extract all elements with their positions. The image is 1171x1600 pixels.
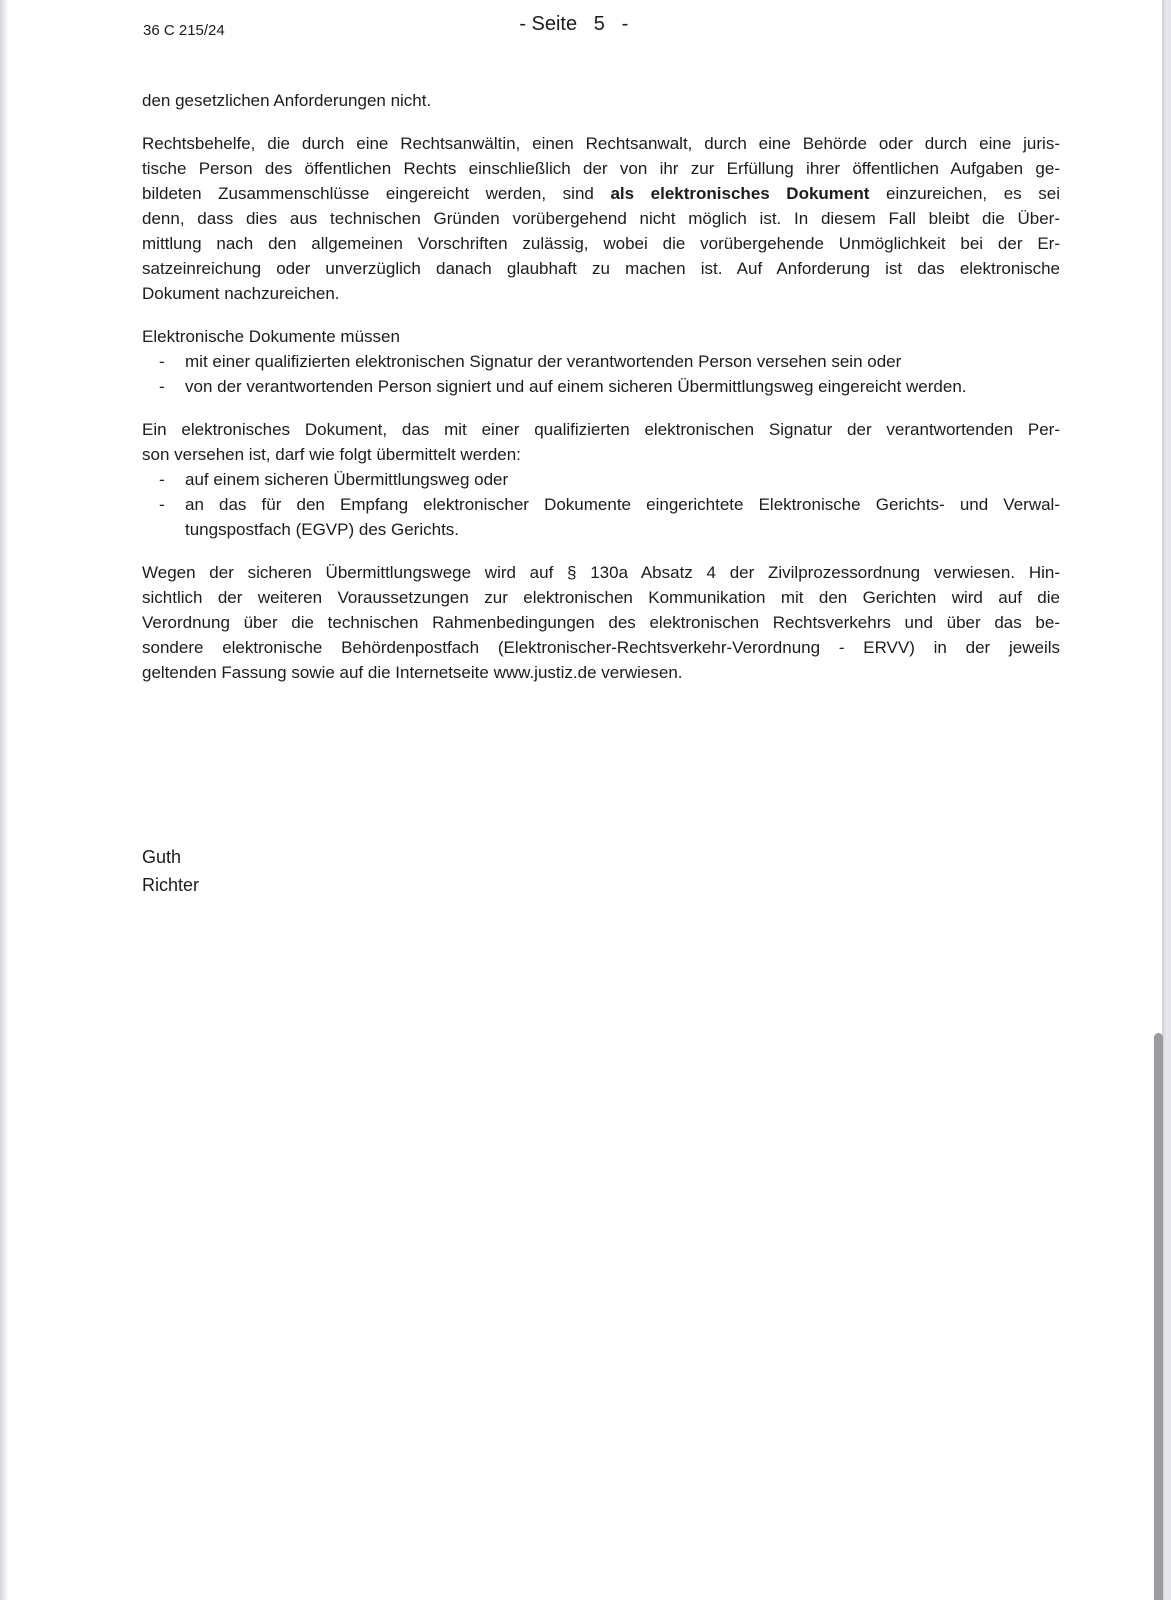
paragraph-line: tische Person des öffentlichen Rechts einschließlich der von ihr zur Erfüllung ihrer öffentlichen Aufgaben ge- [142,159,1060,178]
bullet-text [185,349,1060,374]
document-body [142,0,1060,685]
scrollbar-thumb[interactable] [1154,1033,1163,1600]
bullet-list [142,467,1060,542]
bullet-line: tungspostfach (EGVP) des Gerichts. [185,520,460,539]
bullet-line: mit einer qualifizierten elektronischen Signatur der verantwortenden Person versehen sein oder [185,352,902,371]
paragraph-line: Rechtsbehelfe, die durch eine Rechtsanwältin, einen Rechtsanwalt, durch eine Behörde oder durch eine juris- [142,134,1060,153]
page-number-label: - Seite 5 - [519,13,629,35]
paragraph-line: denn, dass dies aus technischen Gründen vorübergehend nicht möglich ist. In diesem Fall bleibt die Über- [142,209,1060,228]
paragraph [142,131,1060,306]
signature-block [142,843,199,899]
bullet-text [185,492,1060,542]
scrollbar-track[interactable] [1162,0,1171,1600]
paragraph-line: Verordnung über die technischen Rahmenbedingungen des elektronischen Rechtsverkehrs und über das be- [142,613,1060,632]
bullet-dash-icon: - [159,377,165,396]
bullet-item [142,467,1060,492]
bullet-text [185,374,1060,399]
paragraph-line: Dokument nachzureichen. [142,284,340,303]
text-line-content: den gesetzlichen Anforderungen nicht. [142,91,432,110]
case-number: 36 C 215/24 [143,22,225,39]
bullet-list [142,349,1060,399]
bullet-line: von der verantwortenden Person signiert und auf einem sicheren Übermittlungsweg eingereicht werden. [185,377,967,396]
bullet-line: an das für den Empfang elektronischer Dokumente eingerichtete Elektronische Gerichts- und Verwal- [185,495,1060,514]
text-line [142,324,1060,349]
paragraph [142,560,1060,685]
paragraph-line: satzeinreichung oder unverzüglich danach glaubhaft zu machen ist. Auf Anforderung ist das elektronische [142,259,1060,278]
paragraph-line: geltenden Fassung sowie auf die Internetseite www.justiz.de verwiesen. [142,663,683,682]
paragraph-line: sondere elektronische Behördenpostfach (Elektronischer-Rechtsverkehr-Verordnung - ERVV) in der jeweils [142,638,1060,657]
paragraph [142,417,1060,467]
bullet-item [142,374,1060,399]
paragraph-line: mittlung nach den allgemeinen Vorschriften zulässig, wobei die vorübergehende Unmöglichkeit bei der Er- [142,234,1060,253]
bullet-line: auf einem sicheren Übermittlungsweg oder [185,470,509,489]
text-line [142,88,1060,113]
signature-name: Guth [142,847,182,867]
bullet-text [185,467,1060,492]
bullet-dash-icon: - [159,352,165,371]
signature-title: Richter [142,875,200,895]
paragraph-line: sichtlich der weiteren Voraussetzungen zur elektronischen Kommunikation mit den Gerichten wird auf die [142,588,1060,607]
bullet-item [142,349,1060,374]
page-edge-left [0,0,8,1600]
paragraph-line: son versehen ist, darf wie folgt übermittelt werden: [142,445,521,464]
paragraph-line: Ein elektronisches Dokument, das mit einer qualifizierten elektronischen Signatur der verantwortenden Per- [142,420,1060,439]
bullet-item [142,492,1060,542]
text-line-content: Elektronische Dokumente müssen [142,327,400,346]
bullet-dash-icon: - [159,470,165,489]
bullet-dash-icon: - [159,495,165,514]
paragraph-line: Wegen der sicheren Übermittlungswege wird auf § 130a Absatz 4 der Zivilprozessordnung verwiesen. Hin- [142,563,1060,582]
paragraph-line: bildeten Zusammenschlüsse eingereicht werden, sind als elektronisches Dokument einzureichen, es sei [142,184,1060,203]
